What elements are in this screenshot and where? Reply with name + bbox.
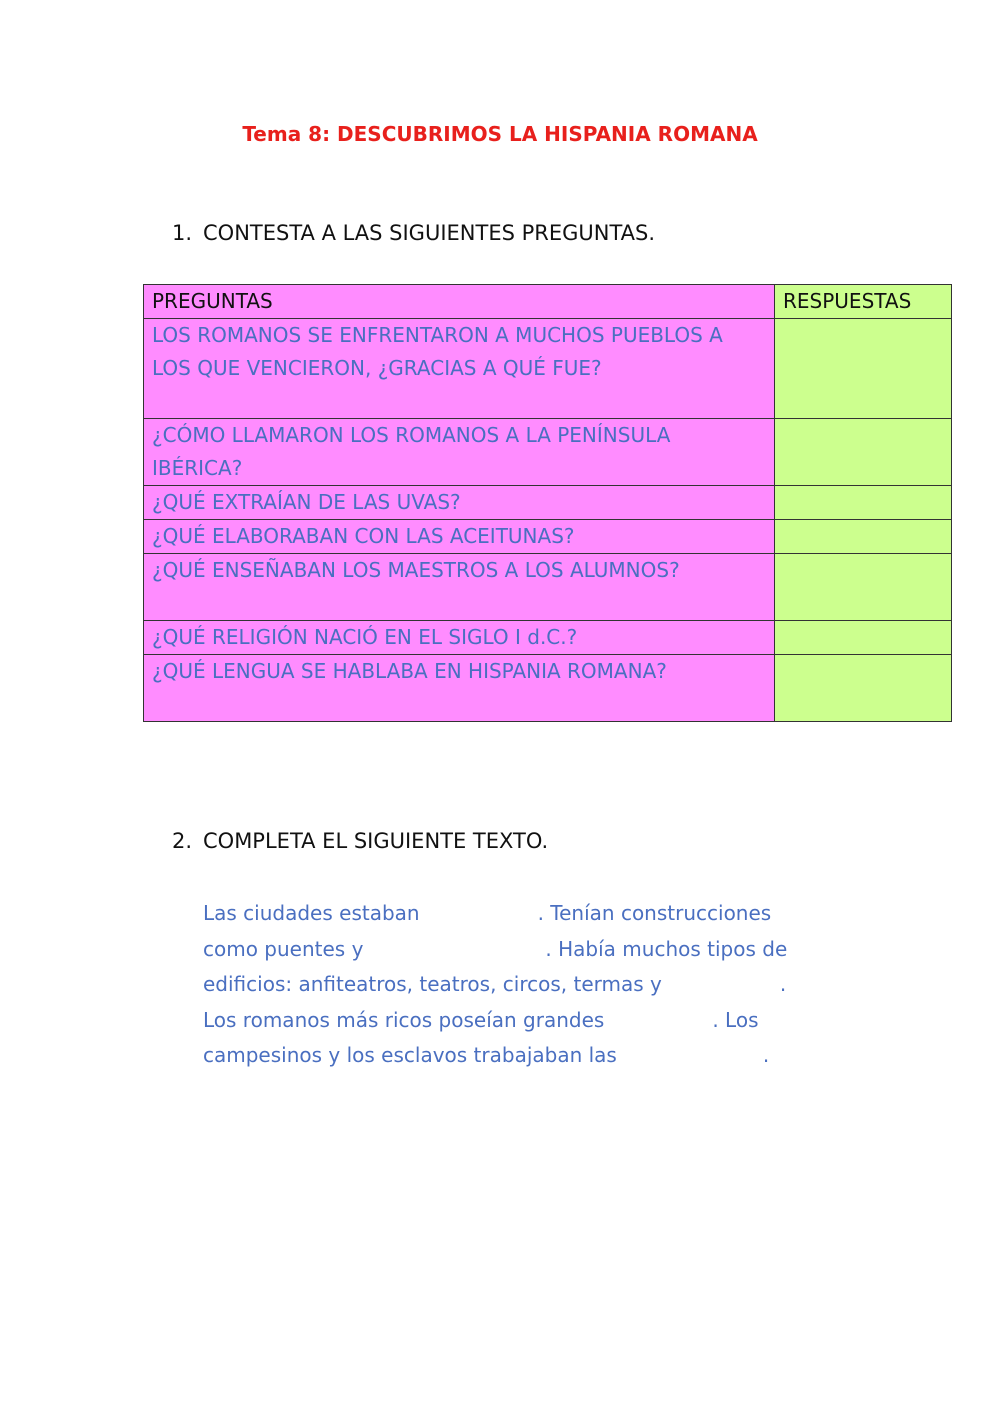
answer-cell[interactable] bbox=[775, 419, 952, 486]
text-fragment: campesinos y los esclavos trabajaban las bbox=[203, 1043, 617, 1067]
table-row bbox=[144, 419, 952, 486]
question-cell: ¿QUÉ ENSEÑABAN LOS MAESTROS A LOS ALUMNOS? bbox=[144, 554, 775, 621]
question-cell: LOS ROMANOS SE ENFRENTARON A MUCHOS PUEBLOS A LOS QUE VENCIERON, ¿GRACIAS A QUÉ FUE? bbox=[144, 319, 775, 419]
section-2-number: 2. bbox=[172, 829, 193, 853]
text-line bbox=[203, 1038, 883, 1074]
question-cell: ¿QUÉ ELABORABAN CON LAS ACEITUNAS? bbox=[144, 520, 775, 554]
section-1-heading bbox=[172, 221, 655, 245]
table-row bbox=[144, 520, 952, 554]
blank-gap[interactable] bbox=[662, 990, 780, 991]
page-title: Tema 8: DESCUBRIMOS LA HISPANIA ROMANA bbox=[242, 122, 758, 146]
text-fragment: . bbox=[762, 1043, 770, 1067]
text-fragment: Las ciudades estaban bbox=[203, 901, 420, 925]
question-cell: ¿QUÉ LENGUA SE HABLABA EN HISPANIA ROMANA? bbox=[144, 655, 775, 722]
text-fragment: . Los bbox=[712, 1007, 759, 1032]
section-2-label: COMPLETA EL SIGUIENTE TEXTO. bbox=[203, 829, 549, 853]
question-cell: ¿QUÉ EXTRAÍAN DE LAS UVAS? bbox=[144, 486, 775, 520]
text-fragment: como puentes y bbox=[203, 936, 364, 961]
section-2-heading bbox=[172, 829, 548, 853]
header-answers: RESPUESTAS bbox=[775, 285, 952, 319]
text-line bbox=[203, 967, 883, 1003]
blank-gap[interactable] bbox=[420, 919, 538, 920]
answer-cell[interactable] bbox=[775, 520, 952, 554]
table-row bbox=[144, 554, 952, 621]
table-row bbox=[144, 621, 952, 655]
answer-cell[interactable] bbox=[775, 319, 952, 419]
answer-cell[interactable] bbox=[775, 621, 952, 655]
blank-gap[interactable] bbox=[363, 955, 545, 956]
header-questions: PREGUNTAS bbox=[144, 285, 775, 319]
fill-in-text bbox=[203, 896, 883, 1074]
text-line bbox=[203, 1003, 883, 1039]
answer-cell[interactable] bbox=[775, 655, 952, 722]
table-row bbox=[144, 486, 952, 520]
answer-cell[interactable] bbox=[775, 554, 952, 621]
table-row bbox=[144, 319, 952, 419]
section-1-number: 1. bbox=[172, 221, 193, 245]
question-cell: ¿QUÉ RELIGIÓN NACIÓ EN EL SIGLO I d.C.? bbox=[144, 621, 775, 655]
text-fragment: Los romanos más ricos poseían grandes bbox=[203, 1007, 605, 1032]
text-line bbox=[203, 896, 883, 932]
blank-gap[interactable] bbox=[617, 1061, 763, 1062]
answer-cell[interactable] bbox=[775, 486, 952, 520]
section-1-label: CONTESTA A LAS SIGUIENTES PREGUNTAS. bbox=[203, 221, 656, 245]
text-line bbox=[203, 932, 883, 968]
text-fragment: . bbox=[779, 972, 787, 996]
text-fragment: . Había muchos tipos de bbox=[545, 936, 788, 961]
table-header-row bbox=[144, 285, 952, 319]
text-fragment: edificios: anfiteatros, teatros, circos, termas y bbox=[203, 972, 662, 996]
blank-gap[interactable] bbox=[604, 1026, 712, 1027]
questions-table bbox=[143, 284, 952, 722]
table-row bbox=[144, 655, 952, 722]
question-cell: ¿CÓMO LLAMARON LOS ROMANOS A LA PENÍNSULA IBÉRICA? bbox=[144, 419, 775, 486]
text-fragment: . Tenían construcciones bbox=[537, 901, 772, 925]
